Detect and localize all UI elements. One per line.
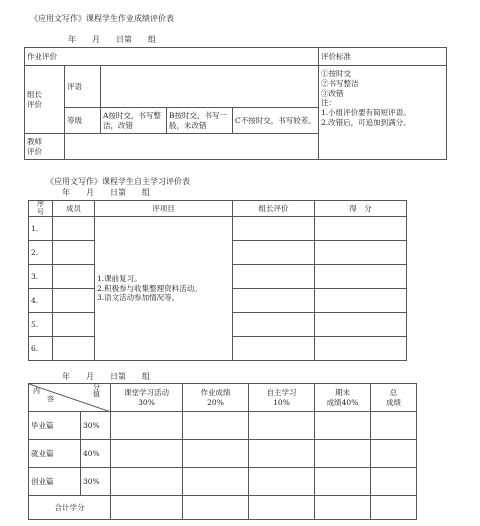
homework-eval-table [24,47,447,160]
corner-cell [29,384,111,412]
score-cell[interactable] [315,496,371,520]
corner-content-label: 内 容 [33,387,54,403]
header-homework: 作业成绩 20% [183,384,249,412]
row-label: 毕业篇 [29,412,81,440]
score-cell[interactable] [111,468,183,496]
row-label: 就业篇 [29,440,81,468]
grade-a: A按时交，书写整洁，改错 [101,108,167,134]
row-number: 4. [29,289,53,313]
score-cell[interactable] [111,496,183,520]
corner-score-label: 分 值 [93,383,100,399]
row-number: 6. [29,337,53,361]
s3-date-line: 年 月 日第 组 [62,372,150,381]
header-total: 总 成绩 [371,384,417,412]
evaluation-items: 1.课前复习。 2.积极参与收集整理资料活动。 3.语文活动参加情况等。 [95,217,233,361]
s1-title: 《应用文写作》课程学生作业成绩评价表 [30,14,174,23]
score-cell[interactable] [315,289,407,313]
header-seq: 序 号 [29,201,53,217]
row-number: 2. [29,241,53,265]
score-cell[interactable] [111,412,183,440]
score-cell[interactable] [183,468,249,496]
s1-date-line: 年 月 日第 组 [68,35,156,44]
score-cell[interactable] [315,217,407,241]
score-cell[interactable] [315,241,407,265]
score-cell[interactable] [183,440,249,468]
leader-eval-cell[interactable] [233,289,315,313]
score-cell[interactable] [315,337,407,361]
score-cell[interactable] [249,496,315,520]
score-cell[interactable] [371,412,417,440]
score-cell[interactable] [183,412,249,440]
member-cell[interactable] [53,337,95,361]
group-leader-eval-label: 组长 评价 [25,66,65,134]
homework-eval-header: 作业评价 [25,48,319,66]
s2-title: 《应用文写作》课程学生自主学习评价表 [46,177,190,186]
row-pct: 40% [81,440,111,468]
header-class-activity: 课堂学习活动 30% [111,384,183,412]
member-cell[interactable] [53,313,95,337]
score-cell[interactable] [371,496,417,520]
score-cell[interactable] [315,440,371,468]
score-cell[interactable] [315,412,371,440]
score-cell[interactable] [315,313,407,337]
grade-label: 等级 [65,108,101,134]
self-study-table [28,200,407,361]
row-number: 1. [29,217,53,241]
member-cell[interactable] [53,289,95,313]
leader-eval-cell[interactable] [233,265,315,289]
s2-date-line: 年 月 日第 组 [62,188,150,197]
total-score-table [28,383,417,520]
header-score: 得 分 [315,201,407,217]
row-pct: 30% [81,468,111,496]
row-number: 3. [29,265,53,289]
leader-eval-cell[interactable] [233,217,315,241]
row-label: 创业篇 [29,468,81,496]
score-cell[interactable] [315,468,371,496]
score-cell[interactable] [183,496,249,520]
score-cell[interactable] [371,440,417,468]
grade-c: C不按时交，书写较差。 [233,108,319,134]
comment-cell[interactable] [101,66,319,108]
header-final: 期末 成绩40% [315,384,371,412]
member-cell[interactable] [53,241,95,265]
total-credits-label: 合计学分 [29,496,111,520]
score-cell[interactable] [249,440,315,468]
criteria-header: 评价标准 [319,48,447,66]
leader-eval-cell[interactable] [233,337,315,361]
member-cell[interactable] [53,217,95,241]
grade-b: B按时交，书写一般，未改错 [167,108,233,134]
leader-eval-cell[interactable] [233,313,315,337]
score-cell[interactable] [111,440,183,468]
row-pct: 30% [81,412,111,440]
score-cell[interactable] [371,468,417,496]
score-cell[interactable] [315,265,407,289]
row-number: 5. [29,313,53,337]
header-self-study: 自主学习 10% [249,384,315,412]
criteria-text: ①按时交 ②书写整洁 ③改错 注： 1.小组评价要有简短评语。 2.改错后，可追加到满分。 [319,66,447,160]
teacher-eval-label: 教师 评价 [25,134,65,160]
score-cell[interactable] [249,468,315,496]
comment-label: 评语 [65,66,101,108]
score-cell[interactable] [249,412,315,440]
member-cell[interactable] [53,265,95,289]
teacher-eval-cell[interactable] [65,134,319,160]
leader-eval-cell[interactable] [233,241,315,265]
header-leader-eval: 组长评价 [233,201,315,217]
header-member: 成员 [53,201,95,217]
header-items: 评项目 [95,201,233,217]
